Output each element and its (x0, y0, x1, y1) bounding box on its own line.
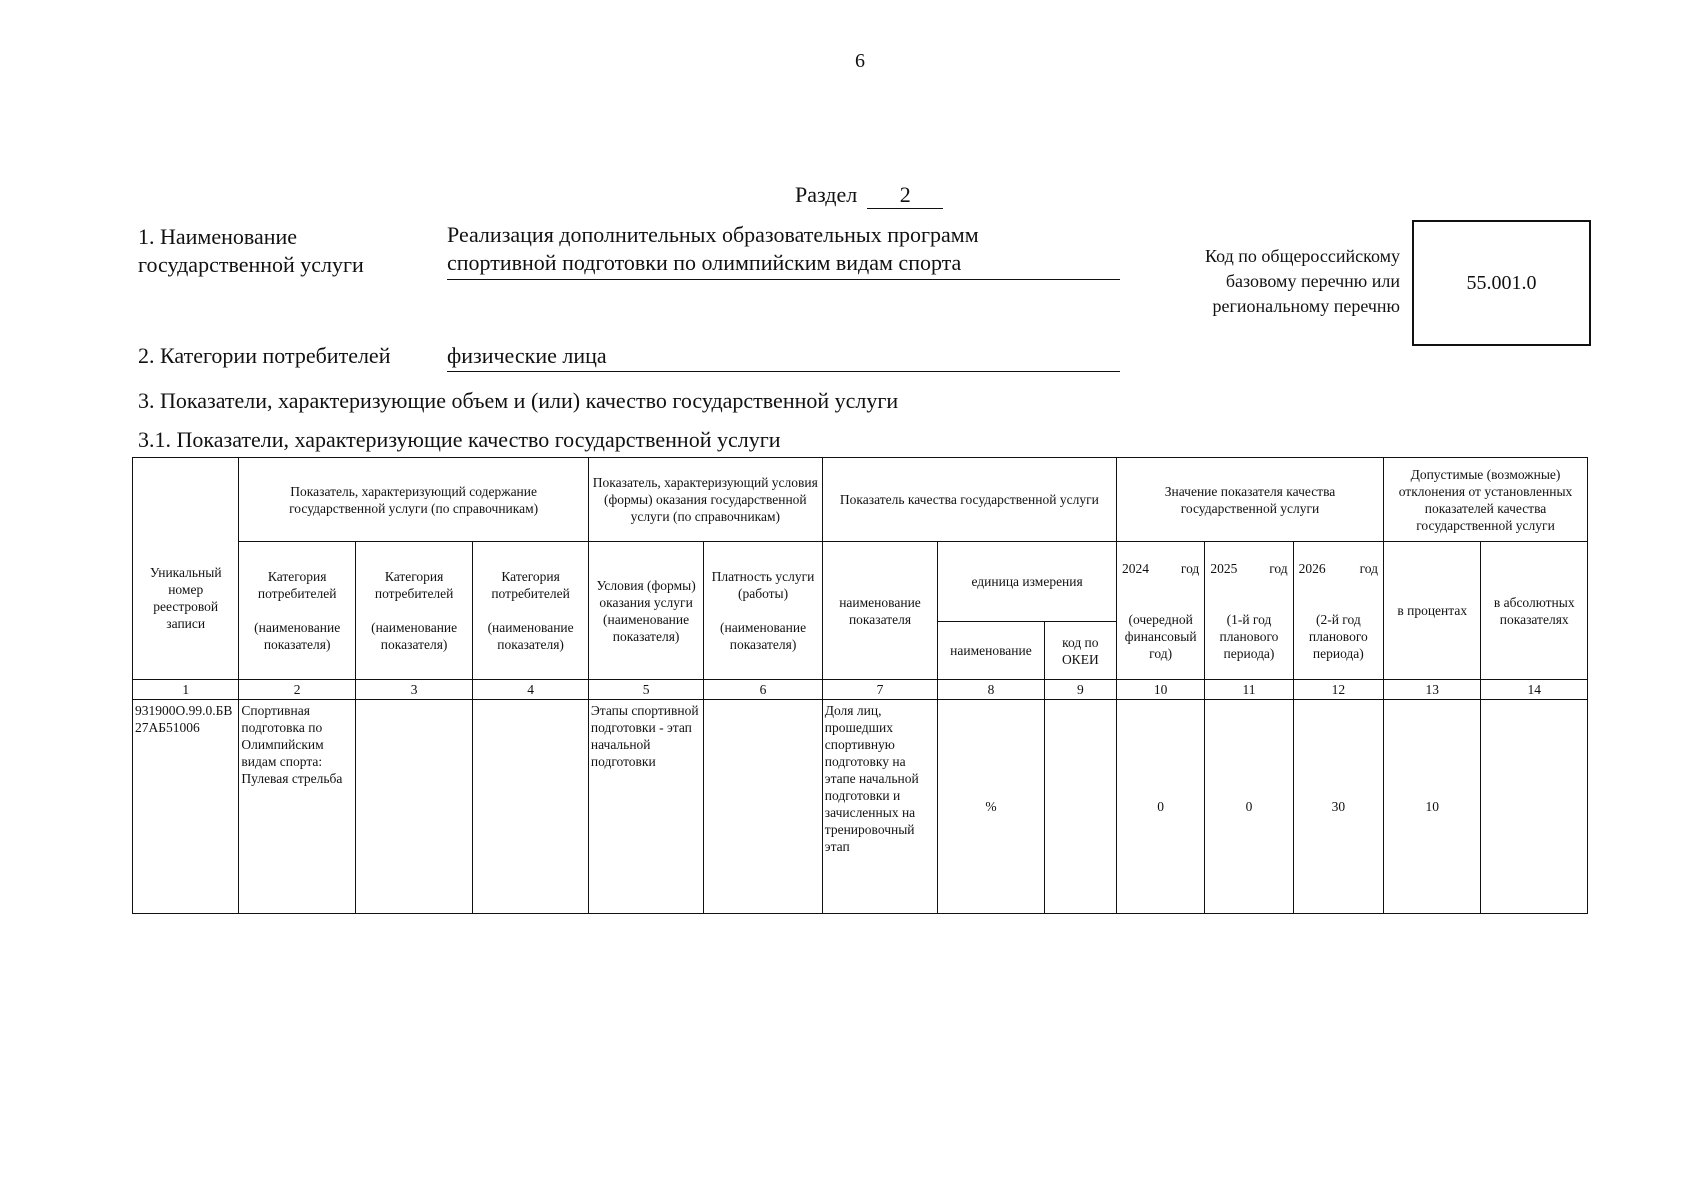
code-value: 55.001.0 (1466, 271, 1537, 294)
th-year-2024-sub: (очередной финансовый год) (1124, 611, 1197, 661)
heading-3-1: 3.1. Показатели, характеризующие качество государственной услуги (138, 427, 781, 452)
service-name-value (447, 221, 1120, 280)
th-conditions-group: Показатель, характеризующий условия (формы) оказания государственной услуги (по справочникам) (588, 458, 822, 542)
col-number-10: 10 (1116, 680, 1204, 700)
th-deviation-absolute: в абсолютных показателях (1481, 542, 1588, 680)
th-category-1 (239, 542, 355, 680)
th-category-1-title: Категория потребителей (257, 569, 337, 601)
col-number-3: 3 (355, 680, 472, 700)
col-number-12: 12 (1293, 680, 1383, 700)
cell-content-1: Спортивная подготовка по Олимпийским видам спорта: Пулевая стрельба (239, 700, 355, 914)
th-year-2025-sub: (1-й год планового периода) (1219, 611, 1279, 661)
th-category-2 (355, 542, 472, 680)
col-number-5: 5 (588, 680, 703, 700)
col-number-14: 14 (1481, 680, 1588, 700)
cell-value-2025: 0 (1205, 700, 1293, 914)
code-label-line3: региональному перечню (1212, 296, 1400, 316)
consumers-label: 2. Категории потребителей (138, 343, 391, 368)
cell-unique-number: 931900О.99.0.БВ27АБ51006 (133, 700, 239, 914)
consumers-value: физические лица (447, 342, 1120, 372)
col-number-1: 1 (133, 680, 239, 700)
th-payment (704, 542, 822, 680)
heading-3: 3. Показатели, характеризующие объем и (или) качество государственной услуги (138, 388, 899, 413)
th-content-group: Показатель, характеризующий содержание государственной услуги (по справочникам) (239, 458, 588, 542)
th-deviation-group: Допустимые (возможные) отклонения от установленных показателей качества государственной услуги (1384, 458, 1588, 542)
col-number-9: 9 (1044, 680, 1116, 700)
cell-indicator-name: Доля лиц, прошедших спортивную подготовку на этапе начальной подготовки и зачисленных на тренировочный этап (822, 700, 937, 914)
cell-condition-1: Этапы спортивной подготовки - этап начальной подготовки (588, 700, 703, 914)
th-year-2026-year: 2026 (1298, 560, 1326, 576)
cell-okei (1044, 700, 1116, 914)
th-year-2024-god: год (1180, 560, 1200, 576)
th-unique-number: Уникальный номер реестровой записи (133, 458, 239, 680)
th-unit-name: наименование (938, 622, 1044, 680)
col-number-2: 2 (239, 680, 355, 700)
th-value-group: Значение показателя качества государственной услуги (1116, 458, 1383, 542)
cell-deviation-percent: 10 (1384, 700, 1481, 914)
code-label (1150, 244, 1400, 319)
th-category-2-sub: (наименование показателя) (371, 620, 458, 652)
th-year-2026-head (1297, 560, 1380, 577)
section-number: 2 (867, 182, 943, 209)
th-payment-title: Платность услуги (работы) (711, 569, 815, 601)
th-year-2025-god: год (1269, 560, 1288, 576)
th-category-2-title: Категория потребителей (374, 569, 454, 601)
th-category-3 (473, 542, 589, 680)
quality-indicators-table (132, 457, 1588, 914)
service-name-label-line2: государственной услуги (138, 252, 364, 277)
th-deviation-percent: в процентах (1384, 542, 1481, 680)
col-number-8: 8 (938, 680, 1044, 700)
service-name-label (138, 223, 364, 279)
th-category-3-title: Категория потребителей (491, 569, 570, 601)
table-row (133, 700, 1588, 914)
th-year-2025-head (1208, 560, 1289, 577)
section-label: Раздел (795, 182, 858, 207)
code-box (1412, 220, 1591, 346)
th-quality-group: Показатель качества государственной услуги (822, 458, 1116, 542)
service-name-value-line1: Реализация дополнительных образовательных программ (447, 222, 979, 247)
th-year-2025 (1205, 542, 1293, 680)
col-number-6: 6 (704, 680, 822, 700)
cell-condition-2 (704, 700, 822, 914)
col-number-11: 11 (1205, 680, 1293, 700)
th-year-2025-year: 2025 (1210, 560, 1238, 576)
th-year-2026-god: год (1359, 560, 1379, 576)
th-conditions-sub: (наименование показателя) (603, 611, 690, 644)
section-heading (795, 182, 943, 209)
th-okei: код по ОКЕИ (1044, 622, 1116, 680)
cell-content-2 (355, 700, 472, 914)
page-number: 6 (855, 50, 865, 72)
th-payment-sub: (наименование показателя) (720, 620, 807, 652)
service-name-label-line1: 1. Наименование (138, 224, 298, 249)
col-number-7: 7 (822, 680, 937, 700)
column-numbers-row (133, 680, 1588, 700)
code-label-line1: Код по общероссийскому (1205, 246, 1400, 266)
cell-unit: % (938, 700, 1044, 914)
col-number-13: 13 (1384, 680, 1481, 700)
th-year-2026-sub: (2-й год планового периода) (1308, 611, 1368, 661)
th-year-2024 (1116, 542, 1204, 680)
th-category-1-sub: (наименование показателя) (254, 620, 341, 652)
th-conditions (588, 542, 703, 680)
th-conditions-title: Условия (формы) оказания услуги (596, 577, 696, 610)
th-indicator-name: наименование показателя (822, 542, 937, 680)
th-year-2026 (1293, 542, 1383, 680)
cell-deviation-absolute (1481, 700, 1588, 914)
col-number-4: 4 (473, 680, 589, 700)
th-year-2024-year: 2024 (1121, 560, 1149, 576)
th-category-3-sub: (наименование показателя) (487, 620, 574, 652)
cell-content-3 (473, 700, 589, 914)
th-unit: единица измерения (938, 542, 1117, 622)
code-label-line2: базовому перечню или (1225, 271, 1400, 291)
th-year-2024-head (1120, 560, 1201, 577)
service-name-value-line2: спортивной подготовки по олимпийским видам спорта (447, 250, 962, 275)
cell-value-2024: 0 (1116, 700, 1204, 914)
cell-value-2026: 30 (1293, 700, 1383, 914)
